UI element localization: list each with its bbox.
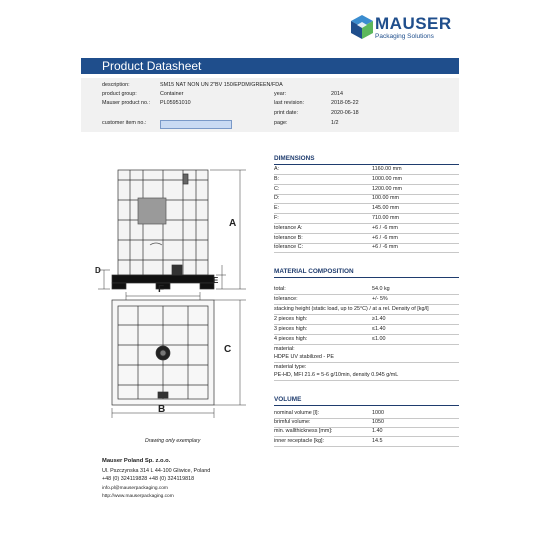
dimensions-value: +6 / -6 mm xyxy=(372,224,398,231)
volume-rule xyxy=(274,405,459,406)
material-rule xyxy=(274,277,459,278)
pieces-2-value: ≥1.40 xyxy=(372,316,386,322)
dimensions-label: C: xyxy=(274,185,280,192)
dimensions-label: B: xyxy=(274,175,280,182)
material-total-label: total: xyxy=(274,286,286,292)
dimensions-value: 1200.00 mm xyxy=(372,185,402,192)
volume-label: brimful volume: xyxy=(274,419,311,426)
material-total-value: 54.0 kg xyxy=(372,286,390,292)
volume-value: 14.5 xyxy=(372,437,383,444)
company-name: Mauser Poland Sp. z.o.o. xyxy=(102,458,171,464)
dimension-letter-f: F xyxy=(158,284,165,295)
dimensions-value: +6 / -6 mm xyxy=(372,234,398,241)
meta-value-description: SM15 NAT NON UN 2"BV 150/EPDM/GREEN/FDA xyxy=(160,82,283,88)
dimensions-label: tolerance A: xyxy=(274,224,303,231)
company-phone: +48 (0) 324119828 +48 (0) 324119818 xyxy=(102,476,195,482)
mauser-logo-icon xyxy=(350,14,374,40)
material-type-value: PE-HD, MFI 21.6 = 5-6 g/10min, density 0.945 g/mL xyxy=(274,372,399,378)
meta-value-print-date: 2020-06-18 xyxy=(331,110,359,116)
dimensions-label: A: xyxy=(274,166,280,172)
company-email-link[interactable]: info.pl@mauserpackaging.com xyxy=(102,486,168,491)
row-divider xyxy=(274,194,459,195)
row-divider xyxy=(274,294,459,295)
dimensions-label: tolerance C: xyxy=(274,244,304,251)
row-divider xyxy=(274,362,459,363)
row-divider xyxy=(274,203,459,204)
row-divider xyxy=(274,334,459,335)
material-value: HDPE UV stabilized - PE xyxy=(274,354,334,360)
side-view xyxy=(112,170,214,289)
material-type-label: material type: xyxy=(274,364,307,370)
meta-value-product-no: PL05951010 xyxy=(160,100,191,106)
meta-label-description: description: xyxy=(102,82,130,88)
row-divider xyxy=(274,184,459,185)
meta-label-year: year: xyxy=(274,91,286,97)
dimensions-value: 710.00 mm xyxy=(372,215,399,221)
dimensions-value: 145.00 mm xyxy=(372,205,399,212)
row-divider xyxy=(274,213,459,214)
pieces-3-value: ≤1.40 xyxy=(372,326,386,332)
material-tolerance-label: tolerance: xyxy=(274,296,298,302)
dimensions-heading: DIMENSIONS xyxy=(274,155,315,162)
dimension-letter-a: A xyxy=(229,218,237,229)
dimensions-value: 100.00 mm xyxy=(372,195,399,202)
row-divider xyxy=(274,174,459,175)
meta-label-product-no: Mauser product no.: xyxy=(102,100,150,106)
customer-item-field[interactable] xyxy=(160,120,232,129)
row-divider xyxy=(274,324,459,325)
material-label: material: xyxy=(274,346,295,352)
meta-label-last-revision: last revision: xyxy=(274,100,304,106)
pieces-2-label: 2 pieces high: xyxy=(274,316,308,322)
brand-name: MAUSER xyxy=(375,14,452,33)
material-stacking-text: stacking height (static load, up to 25°C) / at a rel. Density of [kg/l] xyxy=(274,306,429,312)
meta-value-year: 2014 xyxy=(331,91,343,97)
top-view xyxy=(112,300,214,405)
dimensions-value: 1000.00 mm xyxy=(372,175,402,182)
meta-label-customer-item: customer item no.: xyxy=(102,120,147,126)
dimension-letter-b: B xyxy=(158,404,166,415)
container-drawing xyxy=(88,160,258,425)
dimensions-label: D: xyxy=(274,195,280,202)
dimensions-label: F: xyxy=(274,215,279,221)
dimension-letter-d: D xyxy=(95,266,101,275)
row-divider xyxy=(274,252,459,253)
volume-label: inner receptacle [kg]: xyxy=(274,437,325,444)
dimensions-value: +6 / -6 mm xyxy=(372,244,398,251)
row-divider xyxy=(274,380,459,381)
material-tolerance-value: +/- 5% xyxy=(372,296,388,302)
drawing-caption: Drawing only exemplary xyxy=(145,438,201,444)
meta-label-print-date: print date: xyxy=(274,110,298,116)
dimensions-label: E: xyxy=(274,205,280,212)
dimensions-rule xyxy=(274,164,459,165)
meta-value-last-revision: 2018-05-22 xyxy=(331,100,359,106)
volume-label: nominal volume [l]: xyxy=(274,410,319,416)
row-divider xyxy=(274,446,459,447)
volume-label: min. wallthickness [mm]: xyxy=(274,428,333,435)
dimension-letter-e: E xyxy=(213,276,219,285)
company-web-link[interactable]: http://www.mauserpackaging.com xyxy=(102,494,174,499)
volume-value: 1.40 xyxy=(372,428,383,435)
page-title: Product Datasheet xyxy=(102,59,202,73)
meta-value-page: 1/2 xyxy=(331,120,339,126)
row-divider xyxy=(274,304,459,305)
volume-heading: VOLUME xyxy=(274,396,302,403)
dimension-letter-c: C xyxy=(224,344,232,355)
volume-value: 1050 xyxy=(372,419,384,426)
pieces-4-value: ≤1.00 xyxy=(372,336,386,342)
material-heading: MATERIAL COMPOSITION xyxy=(274,268,354,275)
dimensions-value: 1160.00 mm xyxy=(372,166,402,172)
pieces-3-label: 3 pieces high: xyxy=(274,326,308,332)
meta-label-page: page: xyxy=(274,120,288,126)
meta-label-product-group: product group: xyxy=(102,91,137,97)
brand-tagline: Packaging Solutions xyxy=(375,33,434,40)
pieces-4-label: 4 pieces high: xyxy=(274,336,308,342)
company-address: Ul. Pszczynska 314 L 44-100 Gliwice, Poland xyxy=(102,468,211,474)
dimensions-label: tolerance B: xyxy=(274,234,303,241)
row-divider xyxy=(274,314,459,315)
volume-value: 1000 xyxy=(372,410,384,416)
meta-value-product-group: Container xyxy=(160,91,184,97)
row-divider xyxy=(274,344,459,345)
